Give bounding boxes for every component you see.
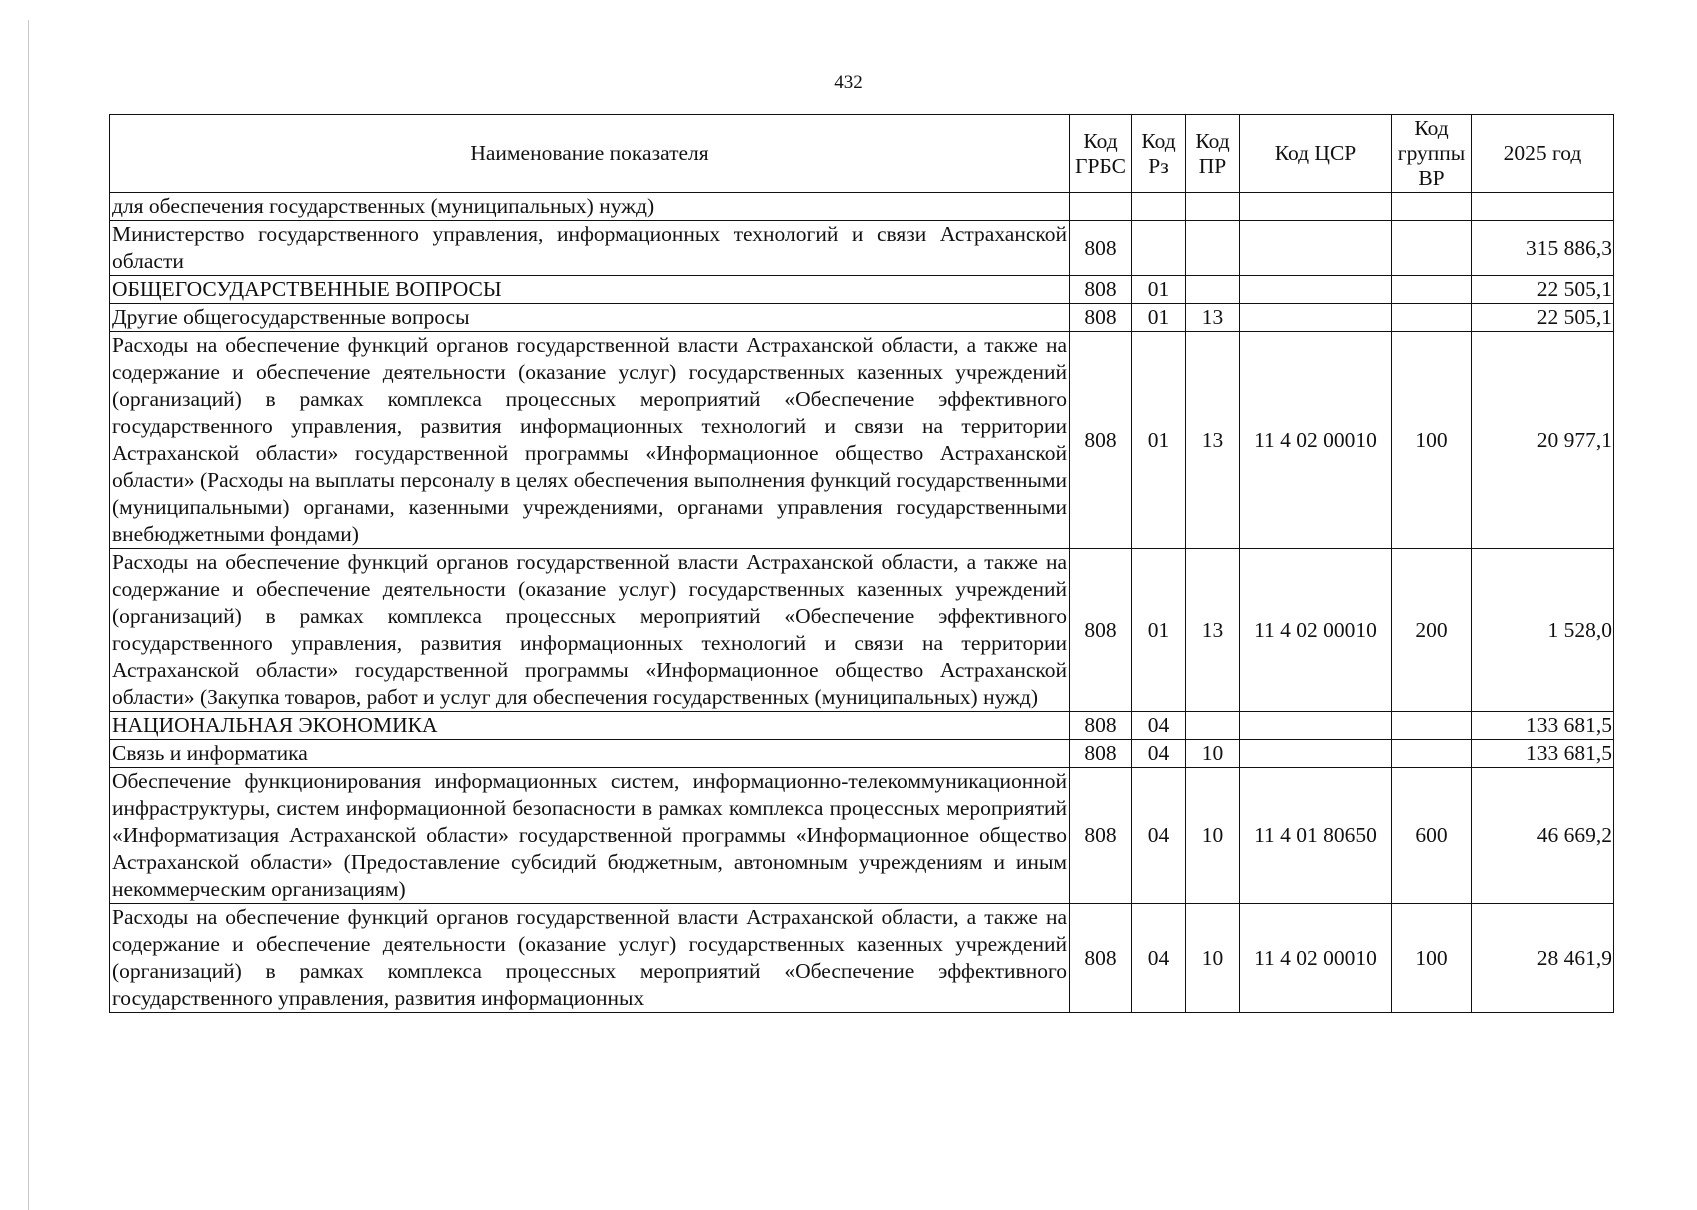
cell-vr: 100 [1392,904,1472,1013]
table-row [110,740,1614,768]
cell-pr [1186,193,1240,221]
header-grbs: Код ГРБС [1070,115,1132,193]
cell-grbs: 808 [1070,332,1132,549]
cell-amount: 20 977,1 [1472,332,1614,549]
cell-rz: 04 [1132,904,1186,1013]
cell-csr [1240,304,1392,332]
cell-pr: 10 [1186,740,1240,768]
cell-name: Министерство государственного управления, информационных технологий и связи Астраханской области [110,221,1070,276]
budget-table [109,114,1614,1013]
table-row [110,276,1614,304]
cell-vr [1392,304,1472,332]
cell-rz: 01 [1132,304,1186,332]
cell-name: Другие общегосударственные вопросы [110,304,1070,332]
cell-csr [1240,712,1392,740]
cell-vr [1392,276,1472,304]
cell-pr [1186,276,1240,304]
table-row [110,904,1614,1013]
cell-rz: 01 [1132,276,1186,304]
cell-pr: 13 [1186,304,1240,332]
cell-pr [1186,712,1240,740]
page-number: 432 [834,72,863,93]
cell-amount: 133 681,5 [1472,740,1614,768]
cell-name: НАЦИОНАЛЬНАЯ ЭКОНОМИКА [110,712,1070,740]
table-row [110,304,1614,332]
cell-grbs: 808 [1070,768,1132,904]
cell-vr [1392,221,1472,276]
header-name: Наименование показателя [110,115,1070,193]
cell-name: Связь и информатика [110,740,1070,768]
cell-name: Обеспечение функционирования информационных систем, информационно-телекоммуникационной инфраструктуры, систем информационной безопасности в рамках комплекса процессных мероприятий «Информатизация Астраханской области» государственной программы «Информационное общество Астраханской области» (Предоставление субсидий бюджетным, автономным учреждениям и иным некоммерческим организациям) [110,768,1070,904]
table-row [110,221,1614,276]
cell-amount: 1 528,0 [1472,549,1614,712]
cell-name: Расходы на обеспечение функций органов государственной власти Астраханской области, а также на содержание и обеспечение деятельности (оказание услуг) государственных казенных учреждений (организаций) в рамках комплекса процессных мероприятий «Обеспечение эффективного государственного управления, развития информационных технологий и связи на территории Астраханской области» государственной программы «Информационное общество Астраханской области» (Закупка товаров, работ и услуг для обеспечения государственных (муниципальных) нужд) [110,549,1070,712]
table-row [110,193,1614,221]
table-row [110,768,1614,904]
cell-amount: 28 461,9 [1472,904,1614,1013]
cell-amount: 22 505,1 [1472,304,1614,332]
header-vr: Код группы ВР [1392,115,1472,193]
cell-grbs: 808 [1070,712,1132,740]
table-body [110,193,1614,1013]
cell-name: Расходы на обеспечение функций органов государственной власти Астраханской области, а также на содержание и обеспечение деятельности (оказание услуг) государственных казенных учреждений (организаций) в рамках комплекса процессных мероприятий «Обеспечение эффективного государственного управления, развития информационных [110,904,1070,1013]
cell-rz: 04 [1132,740,1186,768]
cell-rz: 04 [1132,768,1186,904]
cell-rz [1132,193,1186,221]
cell-csr [1240,221,1392,276]
cell-rz: 04 [1132,712,1186,740]
scan-margin-line [28,20,29,1210]
cell-amount: 315 886,3 [1472,221,1614,276]
cell-csr [1240,740,1392,768]
cell-rz: 01 [1132,332,1186,549]
cell-amount: 22 505,1 [1472,276,1614,304]
cell-grbs: 808 [1070,304,1132,332]
cell-vr: 200 [1392,549,1472,712]
header-rz: Код Рз [1132,115,1186,193]
cell-pr: 10 [1186,768,1240,904]
table-header-row [110,115,1614,193]
cell-name: Расходы на обеспечение функций органов государственной власти Астраханской области, а также на содержание и обеспечение деятельности (оказание услуг) государственных казенных учреждений (организаций) в рамках комплекса процессных мероприятий «Обеспечение эффективного государственного управления, развития информационных технологий и связи на территории Астраханской области» государственной программы «Информационное общество Астраханской области» (Расходы на выплаты персоналу в целях обеспечения выполнения функций государственными (муниципальными) органами, казенными учреждениями, органами управления государственными внебюджетными фондами) [110,332,1070,549]
cell-csr: 11 4 02 00010 [1240,904,1392,1013]
header-csr: Код ЦСР [1240,115,1392,193]
cell-vr: 600 [1392,768,1472,904]
cell-name: ОБЩЕГОСУДАРСТВЕННЫЕ ВОПРОСЫ [110,276,1070,304]
cell-grbs [1070,193,1132,221]
table-row [110,712,1614,740]
cell-grbs: 808 [1070,549,1132,712]
cell-csr: 11 4 01 80650 [1240,768,1392,904]
cell-rz [1132,221,1186,276]
cell-csr [1240,276,1392,304]
cell-grbs: 808 [1070,221,1132,276]
cell-amount: 133 681,5 [1472,712,1614,740]
cell-csr [1240,193,1392,221]
cell-vr [1392,712,1472,740]
cell-name: для обеспечения государственных (муниципальных) нужд) [110,193,1070,221]
cell-vr: 100 [1392,332,1472,549]
cell-amount: 46 669,2 [1472,768,1614,904]
table-row [110,549,1614,712]
cell-pr: 10 [1186,904,1240,1013]
cell-vr [1392,740,1472,768]
cell-pr [1186,221,1240,276]
cell-csr: 11 4 02 00010 [1240,332,1392,549]
cell-grbs: 808 [1070,904,1132,1013]
cell-rz: 01 [1132,549,1186,712]
table-row [110,332,1614,549]
cell-grbs: 808 [1070,740,1132,768]
cell-vr [1392,193,1472,221]
header-pr: Код ПР [1186,115,1240,193]
cell-amount [1472,193,1614,221]
header-year: 2025 год [1472,115,1614,193]
cell-csr: 11 4 02 00010 [1240,549,1392,712]
cell-pr: 13 [1186,332,1240,549]
cell-pr: 13 [1186,549,1240,712]
cell-grbs: 808 [1070,276,1132,304]
